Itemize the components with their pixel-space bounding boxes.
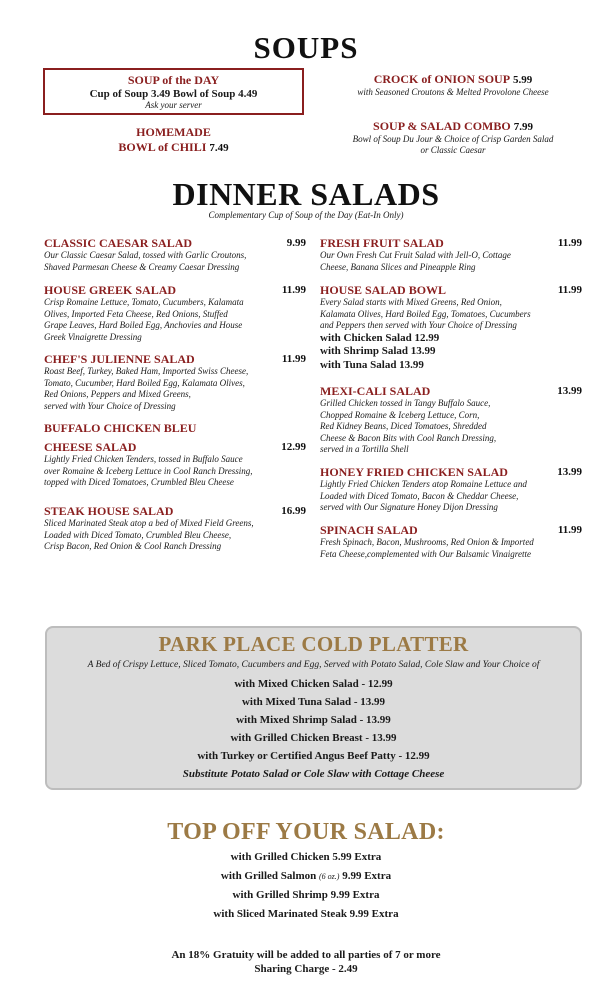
salmon-size: (6 oz.) [319, 872, 340, 881]
item-desc-line: Crisp Romaine Lettuce, Tomato, Cucumbers, Kalamata [44, 297, 244, 307]
menu-item-fresh-fruit [320, 236, 582, 273]
chili-item [43, 125, 304, 155]
item-name-line1: BUFFALO CHICKEN BLEU [44, 421, 197, 435]
soup-of-day-box [43, 68, 304, 115]
item-desc-line: Kalamata Olives, Hard Boiled Egg, Tomatoes, Cucumbers [320, 308, 531, 319]
item-desc-line: Feta Cheese,complemented with Our Balsamic Vinaigrette [320, 548, 531, 559]
item-desc-line: served with Your Choice of Dressing [44, 400, 176, 411]
item-desc-line: Cheese & Bacon Bits with Cool Ranch Dressing, [320, 432, 497, 443]
soup-salad-combo-item [318, 119, 588, 156]
item-addon: with Chicken Salad 12.99 [320, 331, 440, 344]
platter-option: with Turkey or Certified Angus Beef Patty - 12.99 [197, 750, 430, 762]
item-desc-line: Lightly Fried Chicken Tenders, tossed in Buffalo Sauce [44, 454, 243, 464]
top-off-option-salmon [0, 870, 612, 882]
item-name: CLASSIC CAESAR SALAD [44, 236, 193, 250]
item-addon: with Shrimp Salad 13.99 [320, 345, 436, 357]
chili-name-line2: BOWL of CHILI [118, 140, 207, 154]
platter-option: with Mixed Shrimp Salad - 13.99 [236, 714, 391, 726]
combo-desc-2: or Classic Caesar [420, 145, 486, 155]
item-name: SPINACH SALAD [320, 523, 418, 537]
item-desc-line: Chopped Romaine & Iceberg Lettuce, Corn, [320, 409, 480, 420]
item-name: FRESH FRUIT SALAD [320, 236, 444, 250]
item-price: 11.99 [557, 284, 582, 296]
item-name: HONEY FRIED CHICKEN SALAD [320, 465, 508, 479]
menu-item-spinach [320, 523, 582, 560]
platter-substitute: Substitute Potato Salad or Cole Slaw with Cottage Cheese [182, 768, 445, 780]
item-price: 11.99 [281, 353, 306, 365]
item-price: 11.99 [557, 524, 582, 536]
item-price: 13.99 [557, 466, 582, 478]
item-desc-line: Our Classic Caesar Salad, tossed with Garlic Croutons, [44, 250, 247, 260]
combo-price: 7.99 [513, 121, 533, 133]
item-price: 13.99 [557, 385, 582, 397]
item-desc-line: Fresh Spinach, Bacon, Mushrooms, Red Onion & Imported [320, 537, 534, 547]
combo-name: SOUP & SALAD COMBO [373, 119, 511, 133]
item-desc-line: Grape Leaves, Hard Boiled Egg, Anchovies and House [44, 320, 243, 330]
top-off-option: with Grilled Chicken 5.99 Extra [230, 851, 382, 863]
onion-soup-desc: with Seasoned Croutons & Melted Provolone Cheese [357, 87, 549, 97]
item-desc-line: Cheese, Banana Slices and Pineapple Ring [320, 261, 476, 272]
menu-item-caesar [44, 236, 306, 273]
platter-option: with Grilled Chicken Breast - 13.99 [230, 732, 397, 744]
item-name: CHEF'S JULIENNE SALAD [44, 352, 195, 366]
item-price: 11.99 [281, 284, 306, 296]
item-desc-line: Roast Beef, Turkey, Baked Ham, Imported Swiss Cheese, [44, 366, 249, 376]
salmon-text: with Grilled Salmon [220, 870, 319, 882]
platter-option: with Mixed Tuna Salad - 13.99 [241, 696, 386, 708]
top-off-option: with Sliced Marinated Steak 9.99 Extra [213, 908, 399, 920]
menu-item-chef-julienne [44, 352, 306, 412]
item-price: 9.99 [286, 237, 306, 249]
sharing-charge: Sharing Charge - 2.49 [254, 963, 358, 975]
item-desc-line: served in a Tortilla Shell [320, 444, 409, 454]
onion-soup-price: 5.99 [513, 74, 533, 86]
item-name: HOUSE SALAD BOWL [320, 283, 447, 297]
cold-platter-desc: A Bed of Crispy Lettuce, Sliced Tomato, Cucumbers and Egg, Served with Potato Salad, Cole Slaw and Your Choice of [87, 660, 540, 670]
chili-name-line1: HOMEMADE [136, 125, 211, 139]
item-desc-line: Red Kidney Beans, Diced Tomatoes, Shredded [320, 421, 487, 431]
item-name: CHEESE SALAD [44, 440, 137, 454]
item-desc-line: Lightly Fried Chicken Tenders atop Romaine Lettuce and [320, 479, 527, 489]
item-desc-line: Shaved Parmesan Cheese & Creamy Caesar Dressing [44, 261, 240, 272]
item-desc-line: Loaded with Diced Tomato, Bacon & Cheddar Cheese, [320, 490, 519, 501]
item-price: 12.99 [281, 441, 306, 453]
menu-item-mexi-cali [320, 384, 582, 456]
item-desc-line: Tomato, Cucumber, Hard Boiled Egg, Kalamata Olives, [44, 377, 245, 388]
item-price: 16.99 [281, 505, 306, 517]
item-desc-line: Crisp Bacon, Red Onion & Cool Ranch Dressing [44, 541, 222, 551]
soup-of-day-prices: Cup of Soup 3.49 Bowl of Soup 4.49 [89, 88, 258, 100]
item-desc-line: served with Our Signature Honey Dijon Dressing [320, 502, 498, 512]
gratuity-note: An 18% Gratuity will be added to all parties of 7 or more [171, 949, 441, 961]
item-desc-line: topped with Diced Tomatoes, Crumbled Bleu Cheese [44, 477, 234, 487]
item-desc-line: Our Own Fresh Cut Fruit Salad with Jell-O, Cottage [320, 250, 511, 260]
platter-option: with Mixed Chicken Salad - 12.99 [234, 678, 393, 690]
item-desc-line: Olives, Imported Feta Cheese, Red Onions, Stuffed [44, 308, 228, 319]
item-desc-line: Every Salad starts with Mixed Greens, Red Onion, [320, 297, 502, 307]
item-desc-line: Sliced Marinated Steak atop a bed of Mixed Field Greens, [44, 518, 254, 528]
dinner-salads-heading: DINNER SALADS [172, 176, 440, 212]
soup-of-day-name: SOUP of the DAY [127, 73, 220, 87]
top-off-option: with Grilled Shrimp 9.99 Extra [232, 889, 380, 901]
item-desc-line: Red Onions, Peppers and Mixed Greens, [44, 389, 191, 399]
chili-price: 7.49 [209, 142, 229, 154]
menu-item-honey-fried-chicken [320, 465, 582, 514]
item-desc-line: Grilled Chicken tossed in Tangy Buffalo Sauce, [320, 398, 491, 408]
onion-soup-name: CROCK of ONION SOUP [373, 72, 511, 86]
soup-of-day-note: Ask your server [145, 100, 202, 110]
menu-item-buffalo-chicken [44, 421, 306, 489]
menu-item-greek [44, 283, 306, 343]
menu-item-steak-house [44, 504, 306, 553]
item-name: MEXI-CALI SALAD [320, 384, 431, 398]
item-addon: with Tuna Salad 13.99 [320, 358, 424, 371]
combo-desc-1: Bowl of Soup Du Jour & Choice of Crisp Garden Salad [352, 134, 554, 144]
item-desc-line: and Peppers then served with Your Choice of Dressing [320, 320, 517, 330]
item-name: STEAK HOUSE SALAD [44, 504, 174, 518]
item-desc-line: over Romaine & Iceberg Lettuce in Cool Ranch Dressing, [44, 465, 253, 476]
salmon-price: 9.99 Extra [339, 870, 392, 882]
soups-heading: SOUPS [253, 30, 359, 65]
top-off-heading: TOP OFF YOUR SALAD: [167, 819, 445, 845]
dinner-salads-subtitle: Complementary Cup of Soup of the Day (Eat-In Only) [208, 210, 404, 220]
onion-soup-item [318, 72, 588, 98]
menu-item-house-salad-bowl [320, 283, 582, 372]
cold-platter-title: PARK PLACE COLD PLATTER [158, 632, 469, 656]
item-name: HOUSE GREEK SALAD [44, 283, 177, 297]
item-desc-line: Greek Vinaigrette Dressing [44, 331, 142, 342]
item-desc-line: Loaded with Diced Tomato, Crumbled Bleu Cheese, [44, 529, 232, 540]
item-price: 11.99 [557, 237, 582, 249]
